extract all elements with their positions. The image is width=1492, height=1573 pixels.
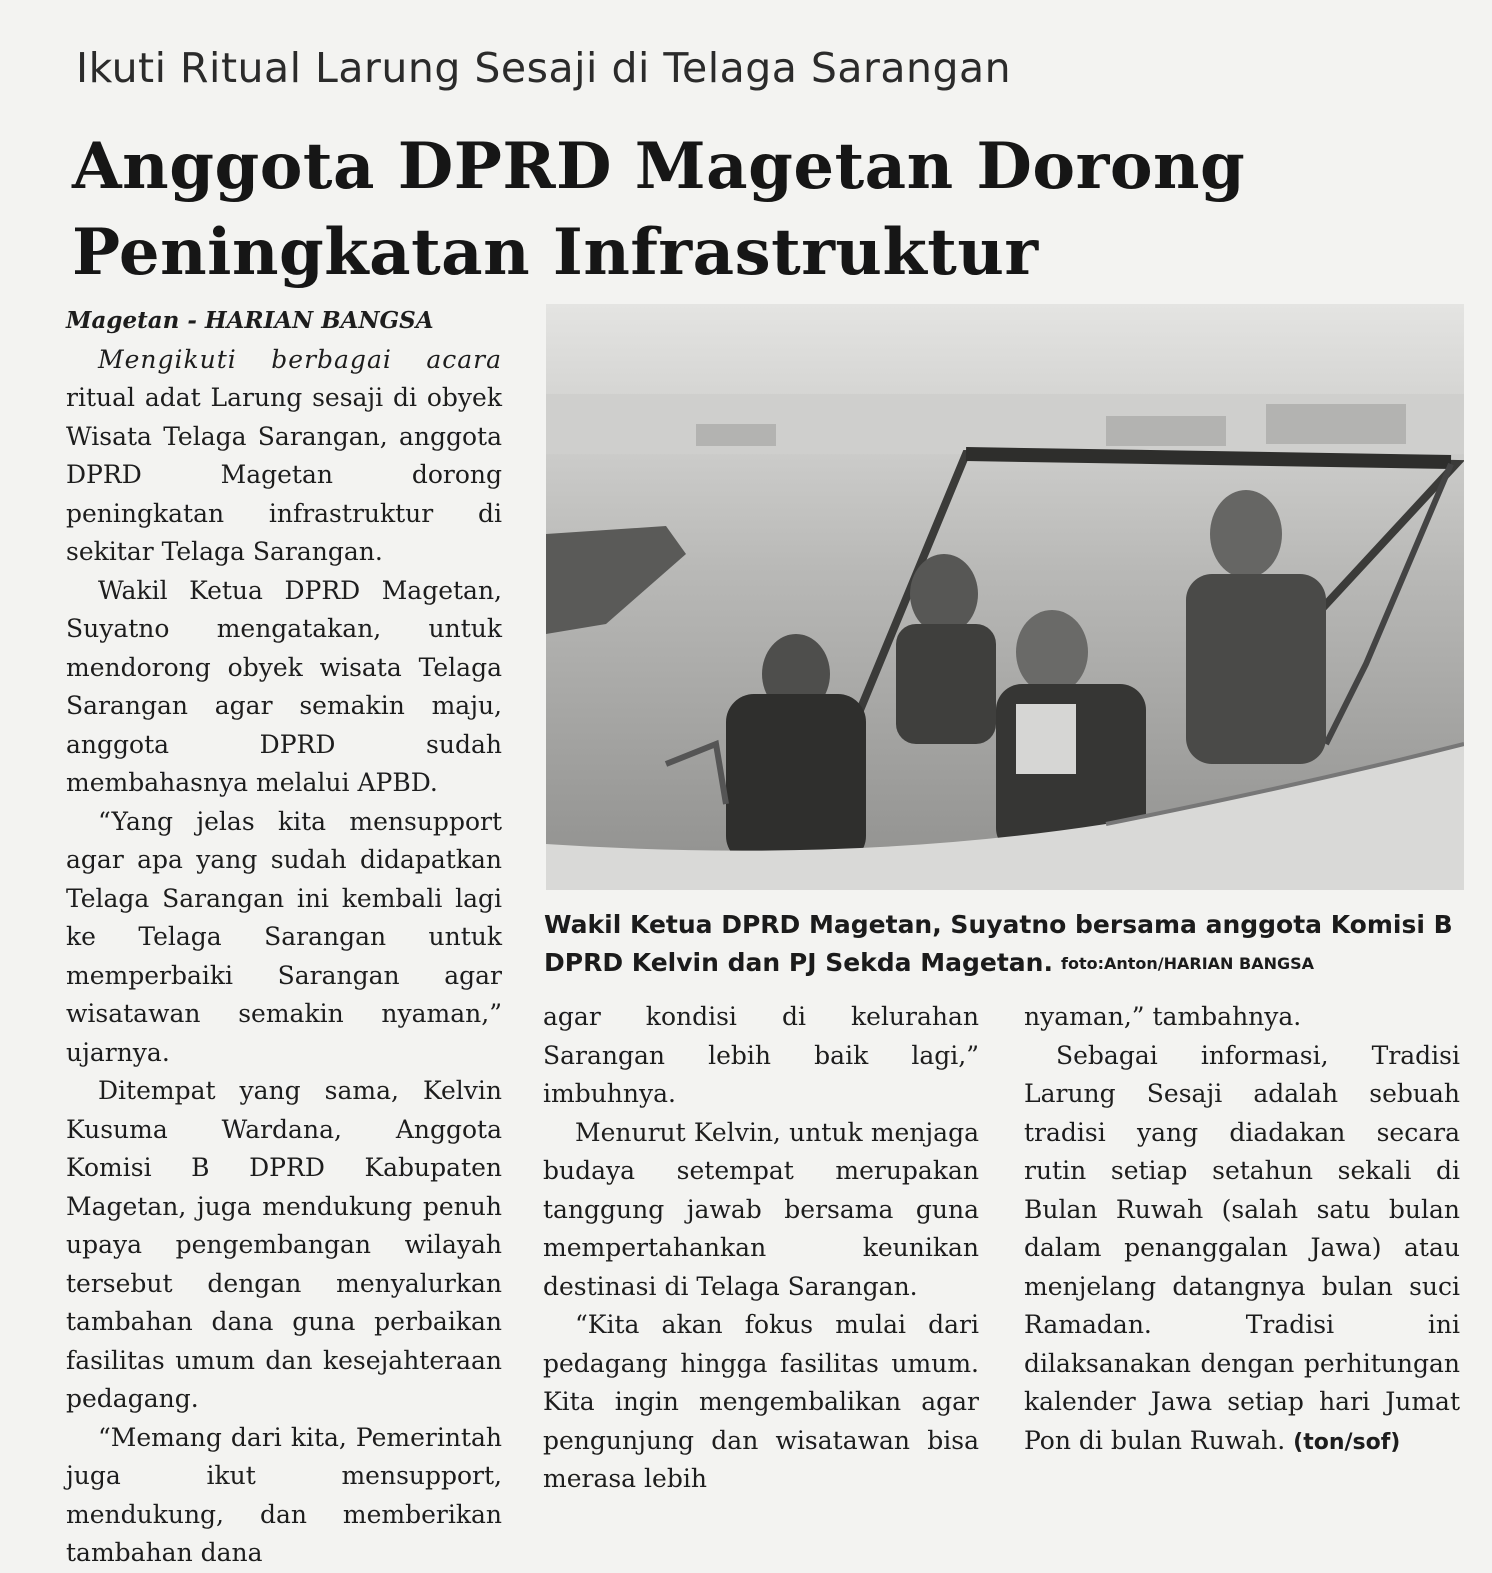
paragraph: “Yang jelas kita mensupport agar apa yang sudah didapatkan Telaga Sarangan ini kembali lagi ke Telaga Sarangan untuk memperbaiki Sarangan agar wisatawan semakin nyaman,” ujarnya. (66, 806, 502, 1067)
caption-text: Wakil Ketua DPRD Magetan, Suyatno bersama anggota Komisi B DPRD Kelvin dan PJ Sekda Magetan. (544, 910, 1453, 977)
article-column-2 (543, 998, 979, 1499)
headline-line-1: Anggota DPRD Magetan Dorong (72, 129, 1246, 204)
headline (72, 124, 1372, 296)
paragraph: Wakil Ketua DPRD Magetan, Suyatno mengatakan, untuk mendorong obyek wisata Telaga Sarangan agar semakin maju, anggota DPRD sudah membahasnya melalui APBD. (66, 575, 502, 797)
paragraph (1024, 1037, 1460, 1463)
photo-caption (544, 906, 1464, 983)
article-column-1 (66, 302, 502, 1573)
paragraph: “Memang dari kita, Pemerintah juga ikut mensupport, mendukung, dan memberikan tambahan dana (66, 1422, 502, 1567)
photo-illustration (546, 304, 1464, 890)
paragraph: “Kita akan fokus mulai dari pedagang hingga fasilitas umum. Kita ingin mengembalikan agar pengunjung dan wisatawan bisa merasa lebih (543, 1310, 979, 1493)
photo-credit: foto:Anton/HARIAN BANGSA (1060, 954, 1315, 973)
paragraph: Menurut Kelvin, untuk menjaga budaya setempat merupakan tanggung jawab bersama guna mempertahankan keunikan destinasi di Telaga Sarangan. (543, 1117, 979, 1301)
kicker: Ikuti Ritual Larung Sesaji di Telaga Sarangan (76, 44, 1012, 92)
paragraph: agar kondisi di kelurahan Sarangan lebih baik lagi,” imbuhnya. (543, 1002, 979, 1108)
paragraph-text: Sebagai informasi, Tradisi Larung Sesaji adalah sebuah tradisi yang diadakan secara rutin setiap setahun sekali di Bulan Ruwah (salah satu bulan dalam penanggalan Jawa) atau menjelang datangnya bulan suci Ramadan. Tradisi ini dilaksanakan dengan perhitungan kalender Jawa setiap hari Jumat Pon di bulan Ruwah. (1024, 1040, 1460, 1455)
lead-in: Mengikuti berbagai acara (98, 344, 502, 374)
paragraph: nyaman,” tambahnya. (1024, 1002, 1302, 1031)
author-signature: (ton/sof) (1293, 1429, 1401, 1455)
paragraph-text: ritual adat Larung sesaji di obyek Wisata Telaga Sarangan, anggota DPRD Magetan dorong peningkatan infrastruktur di sekitar Telaga Sarangan. (66, 383, 502, 566)
article-column-3 (1024, 998, 1460, 1462)
headline-line-2: Peningkatan Infrastruktur (72, 215, 1039, 290)
dateline: Magetan - HARIAN BANGSA (66, 307, 434, 334)
paragraph: Ditempat yang sama, Kelvin Kusuma Wardana, Anggota Komisi B DPRD Kabupaten Magetan, juga mendukung penuh upaya pengembangan wilayah tersebut dengan menyalurkan tambahan dana guna perbaikan fasilitas umum dan kesejahteraan pedagang. (66, 1076, 502, 1413)
paragraph (66, 341, 502, 572)
news-photo (546, 304, 1464, 890)
